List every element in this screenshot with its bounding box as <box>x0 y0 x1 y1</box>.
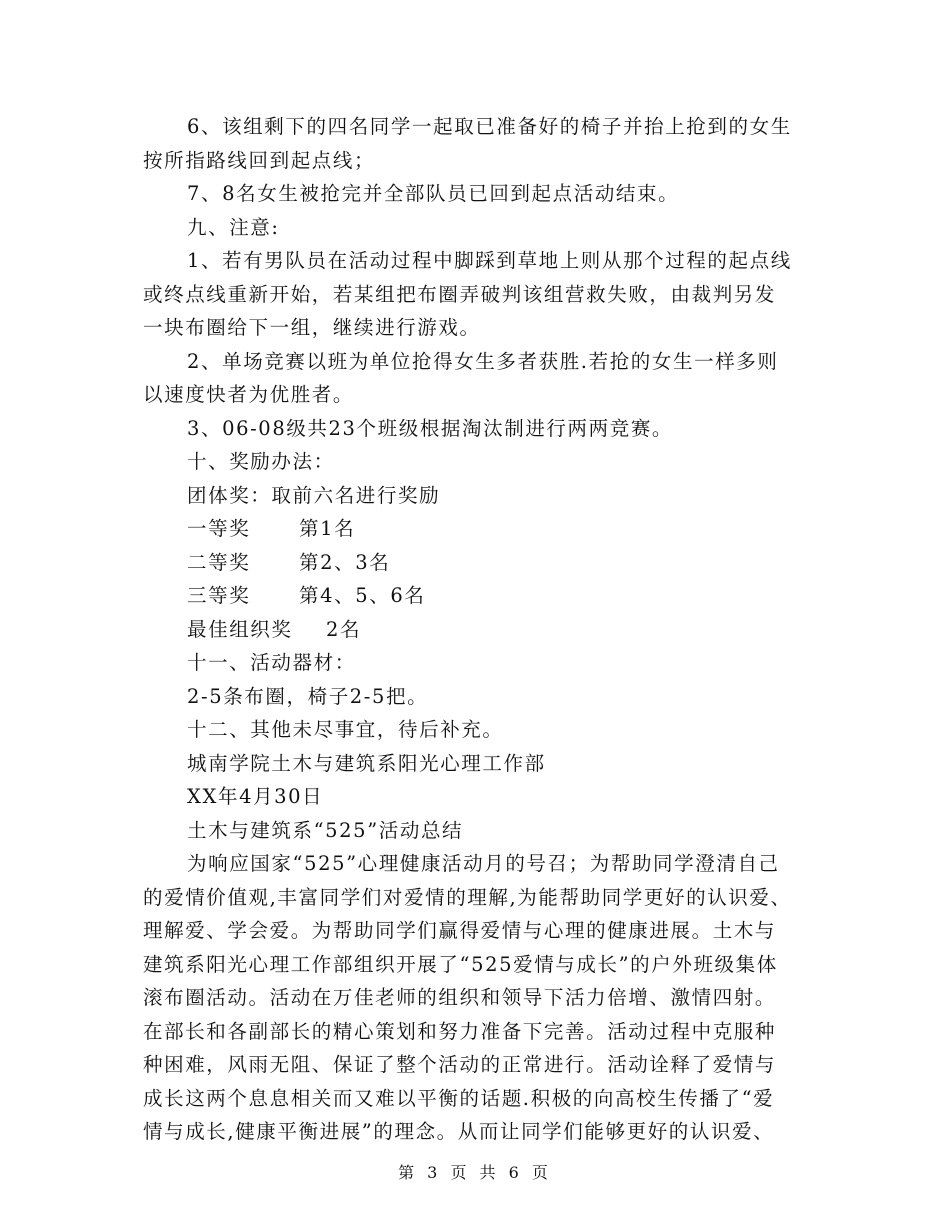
text-line: 6、该组剩下的四名同学一起取已准备好的椅子并抬上抢到的女生 <box>187 115 792 138</box>
text-line: 十二、其他未尽事宜，待后补充。 <box>187 718 504 741</box>
body-section-rules <box>143 110 813 512</box>
text-line: 的爱情价值观,丰富同学们对爱情的理解,为能帮助同学更好的认识爱、 <box>143 885 792 909</box>
text-line: 理解爱、学会爱。为帮助同学们赢得爱情与心理的健康进展。土木与 <box>143 919 777 942</box>
text-line: 2、单场竞赛以班为单位抢得女生多者获胜.若抢的女生一样多则 <box>187 349 779 373</box>
award-places: 第2、3名 <box>299 550 391 574</box>
text-line: 九、注意: <box>187 215 280 239</box>
award-row-first <box>143 512 813 546</box>
award-row-third <box>143 579 813 613</box>
award-name: 二等奖 <box>187 550 251 574</box>
text-line: 为响应国家“525”心理健康活动月的号召；为帮助同学澄清自己 <box>187 852 780 875</box>
text-line: 十、奖励办法： <box>187 450 335 473</box>
award-row-best-organization <box>143 613 813 647</box>
text-line: 3、06-08级共23个班级根据淘汰制进行两两竞赛。 <box>187 416 674 440</box>
award-places: 第1名 <box>299 517 356 540</box>
text-line: 一块布圈给下一组，继续进行游戏。 <box>143 316 481 339</box>
text-line: 城南学院土木与建筑系阳光心理工作部 <box>187 751 546 775</box>
body-section-summary <box>143 646 813 1149</box>
text-line: 滚布圈活动。活动在万佳老师的组织和领导下活力倍增、激情四射。 <box>143 986 777 1009</box>
award-name: 最佳组织奖 <box>187 617 293 641</box>
text-line: 土木与建筑系“525”活动总结 <box>187 818 464 842</box>
text-line: 建筑系阳光心理工作部组织开展了“525爱情与成长”的户外班级集体 <box>143 952 778 976</box>
text-line: 2-5条布圈，椅子2-5把。 <box>187 684 429 708</box>
page-footer: 第 3 页 共 6 页 <box>398 1163 552 1182</box>
text-line: 成长这两个息息相关而又难以平衡的话题.积极的向高校生传播了“爱 <box>143 1086 775 1110</box>
text-line: 种困难，风雨无阻、保证了整个活动的正常进行。活动诠释了爱情与 <box>143 1053 777 1076</box>
document-body <box>143 110 813 1149</box>
text-line: 或终点线重新开始，若某组把布圈弄破判该组营救失败，由裁判另发 <box>143 282 777 306</box>
text-line: XX年4月30日 <box>187 785 324 808</box>
award-places: 2名 <box>326 617 362 641</box>
text-line: 十一、活动器材： <box>187 651 356 674</box>
text-line: 按所指路线回到起点线； <box>143 148 376 172</box>
text-line: 7、8名女生被抢完并全部队员已回到起点活动结束。 <box>187 182 680 205</box>
text-line: 在部长和各副部长的精心策划和努力准备下完善。活动过程中克服种 <box>143 1019 777 1043</box>
award-places: 第4、5、6名 <box>299 584 426 607</box>
text-line: 情与成长,健康平衡进展”的理念。从而让同学们能够更好的认识爱、 <box>143 1120 775 1143</box>
text-line: 以速度快者为优胜者。 <box>143 383 355 406</box>
award-name: 三等奖 <box>187 584 251 607</box>
text-line: 团体奖：取前六名进行奖励 <box>187 483 441 507</box>
award-name: 一等奖 <box>187 517 251 540</box>
award-list <box>143 512 813 646</box>
award-row-second <box>143 546 813 580</box>
text-line: 1、若有男队员在活动过程中脚踩到草地上则从那个过程的起点线 <box>187 249 792 272</box>
